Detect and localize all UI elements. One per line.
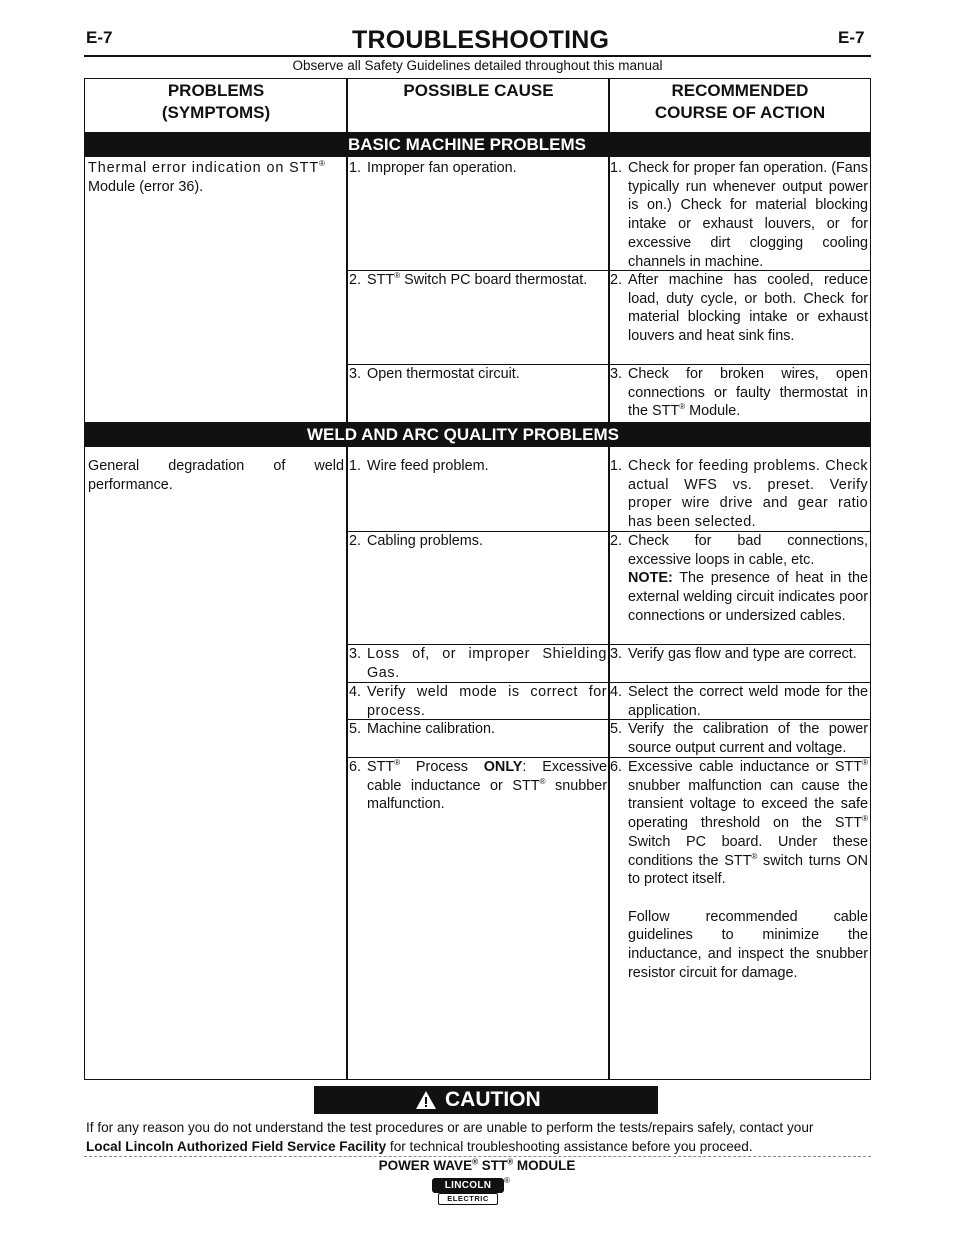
reg-mark: ® bbox=[679, 402, 686, 412]
action-text: Check for bad connections, excessive loops in cable, etc. bbox=[628, 533, 868, 568]
cause-text: Cabling problems. bbox=[367, 533, 483, 549]
action-text: Verify the calibration of the power source output current and voltage. bbox=[628, 721, 868, 756]
cause-item bbox=[349, 720, 607, 739]
col-divider bbox=[608, 79, 610, 132]
reg-mark: ® bbox=[394, 271, 401, 281]
page-title: TROUBLESHOOTING bbox=[352, 26, 610, 54]
cause-text: Improper fan operation. bbox=[367, 160, 517, 176]
cause-text: Wire feed problem. bbox=[367, 458, 489, 474]
item-number: 5. bbox=[610, 721, 623, 737]
header-rule bbox=[84, 55, 871, 57]
item-number: 5. bbox=[349, 721, 362, 737]
caution-banner bbox=[314, 1086, 658, 1114]
item-number: 1. bbox=[349, 458, 362, 474]
action-item bbox=[610, 683, 868, 720]
col-divider bbox=[346, 79, 348, 132]
header-problems bbox=[85, 79, 347, 131]
caution-text bbox=[86, 1118, 870, 1156]
note-label: NOTE: bbox=[628, 570, 673, 587]
header-action-line1: RECOMMENDED bbox=[671, 81, 809, 100]
section-title: BASIC MACHINE PROBLEMS bbox=[348, 135, 587, 154]
symptom-thermal bbox=[88, 159, 344, 196]
action-text: Select the correct weld mode for the application. bbox=[628, 684, 868, 719]
cause-text: Open thermostat circuit. bbox=[367, 366, 520, 382]
item-number: 4. bbox=[610, 684, 623, 700]
action-text: Verify gas flow and type are correct. bbox=[628, 646, 857, 662]
product-name-b: STT bbox=[481, 1158, 508, 1173]
symptom-text-cont: Module (error 36). bbox=[88, 178, 204, 195]
reg-mark: ® bbox=[751, 851, 758, 861]
cause-item bbox=[349, 365, 607, 384]
product-name-c: MODULE bbox=[516, 1158, 576, 1173]
col-divider bbox=[346, 447, 348, 1079]
cause-item bbox=[349, 457, 607, 476]
cause-text-cont: Switch PC board thermostat. bbox=[404, 272, 588, 288]
item-number: 6. bbox=[349, 759, 362, 775]
reg-mark: ® bbox=[862, 814, 868, 824]
action-item bbox=[610, 159, 868, 271]
item-number: 3. bbox=[610, 646, 623, 662]
cause-text: Machine calibration. bbox=[367, 721, 495, 737]
action-item bbox=[610, 271, 868, 346]
item-number: 3. bbox=[349, 646, 362, 662]
cause-emphasis: ONLY bbox=[483, 759, 523, 775]
cause-text-cont: : Excessive cable inductance or STT bbox=[367, 759, 607, 794]
item-number: 3. bbox=[349, 366, 362, 382]
item-number: 2. bbox=[349, 533, 362, 549]
item-number: 3. bbox=[610, 366, 623, 382]
item-number: 2. bbox=[610, 533, 623, 549]
reg-mark: ® bbox=[504, 1176, 510, 1185]
reg-mark: ® bbox=[539, 776, 546, 786]
item-number: 1. bbox=[349, 160, 362, 176]
reg-mark: ® bbox=[507, 1157, 514, 1167]
cause-text-cont: snubber malfunction. bbox=[367, 777, 608, 813]
cause-text-cont: Process bbox=[415, 759, 468, 775]
logo-line2: ELECTRIC bbox=[438, 1193, 498, 1205]
item-number: 1. bbox=[610, 160, 623, 176]
product-name-a: POWER WAVE bbox=[378, 1158, 473, 1173]
cause-item bbox=[349, 532, 607, 551]
action-item bbox=[610, 645, 868, 664]
header-cause-label: POSSIBLE CAUSE bbox=[403, 81, 554, 100]
reg-mark: ® bbox=[862, 758, 868, 768]
reg-mark: ® bbox=[472, 1157, 478, 1167]
item-number: 2. bbox=[610, 272, 623, 288]
caution-text-b: for technical troubleshooting assistance before you proceed. bbox=[389, 1139, 753, 1154]
action-text: After machine has cooled, reduce load, duty cycle, or both. Check for material blocking intake or exhaust louvers and heat sink fins. bbox=[628, 272, 868, 345]
cause-item bbox=[349, 683, 607, 720]
action-text: Check for broken wires, open connections or faulty thermostat in the STT bbox=[628, 366, 868, 420]
header-problems-line2: (SYMPTOMS) bbox=[161, 103, 271, 122]
item-number: 4. bbox=[349, 684, 362, 700]
cause-item bbox=[349, 758, 607, 814]
section-band-weld bbox=[85, 422, 870, 447]
header-problems-line1: PROBLEMS bbox=[167, 81, 265, 100]
header-action bbox=[610, 79, 870, 131]
cause-item bbox=[349, 645, 607, 682]
header-cause bbox=[348, 79, 609, 131]
action-text: Excessive cable inductance or STT bbox=[628, 759, 863, 775]
page-code-left: E-7 bbox=[86, 28, 113, 47]
caution-facility: Local Lincoln Authorized Field Service Facility bbox=[86, 1139, 387, 1154]
reg-mark: ® bbox=[319, 159, 326, 169]
col-divider bbox=[346, 157, 348, 422]
action-text: Check for proper fan operation. (Fans typically run whenever output power is on.) Check for material blocking intake or exhaust louvers, or for excessive dirt clogging cooling channels in machine. bbox=[628, 160, 868, 270]
cause-text: STT bbox=[367, 759, 395, 775]
safety-note: Observe all Safety Guidelines detailed throughout this manual bbox=[292, 58, 663, 73]
item-number: 2. bbox=[349, 272, 362, 288]
lincoln-electric-logo bbox=[432, 1178, 510, 1206]
action-text-cont: Switch PC board. Under these conditions the STT bbox=[628, 833, 868, 869]
cause-item bbox=[349, 271, 607, 290]
cause-text: STT bbox=[367, 272, 395, 288]
header-action-line2: COURSE OF ACTION bbox=[654, 103, 826, 122]
page-code-right: E-7 bbox=[838, 28, 865, 47]
reg-mark: ® bbox=[394, 758, 401, 768]
cause-item bbox=[349, 159, 607, 178]
action-item bbox=[610, 532, 868, 626]
action-item bbox=[610, 457, 868, 532]
cause-text: Loss of, or improper Shielding Gas. bbox=[367, 646, 607, 681]
warning-icon bbox=[415, 1090, 437, 1110]
action-text: Check for feeding problems. Check actual WFS vs. preset. Verify proper wire drive and gear ratio has been selected. bbox=[628, 458, 868, 531]
symptom-degradation: General degradation of weld performance. bbox=[88, 458, 344, 493]
action-text-cont: snubber malfunction can cause the transient voltage to exceed the safe operating threshold on the STT bbox=[628, 777, 868, 832]
caution-text-a: If for any reason you do not understand the test procedures or are unable to perform the tests/repairs safely, contact your bbox=[86, 1120, 814, 1135]
item-number: 1. bbox=[610, 458, 623, 474]
product-name bbox=[0, 1158, 954, 1173]
symptom-text: Thermal error indication on STT bbox=[88, 160, 320, 176]
logo-line1: LINCOLN bbox=[432, 1178, 504, 1193]
action-text-cont: Module. bbox=[689, 403, 741, 420]
item-number: 6. bbox=[610, 759, 623, 775]
action-paragraph: Follow recommended cable guidelines to minimize the inductance, and inspect the snubber resistor circuit for damage. bbox=[628, 908, 868, 981]
action-item bbox=[610, 365, 868, 421]
action-item bbox=[610, 720, 868, 757]
section-title: WELD AND ARC QUALITY PROBLEMS bbox=[307, 425, 619, 444]
action-text-cont: switch turns ON to protect itself. bbox=[628, 852, 869, 888]
caution-label: CAUTION bbox=[445, 1088, 541, 1111]
troubleshooting-table bbox=[84, 78, 871, 1080]
cause-text: Verify weld mode is correct for process. bbox=[367, 684, 607, 719]
note-text: The presence of heat in the external welding circuit indicates poor connections or undersized cables. bbox=[628, 570, 868, 624]
section-band-basic bbox=[85, 132, 870, 157]
action-item bbox=[610, 758, 868, 982]
